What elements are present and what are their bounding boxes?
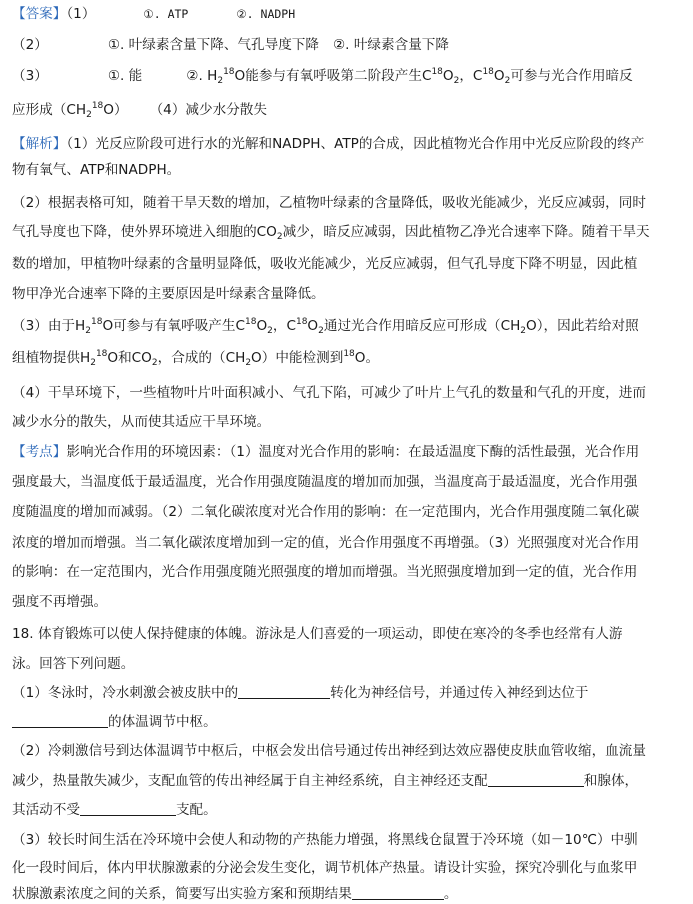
- q18-sub2-line-3: [12, 800, 687, 820]
- analysis-text: 组植物提供H: [12, 350, 91, 366]
- answer-blank-autonomic[interactable]: [488, 772, 584, 787]
- kaodian-text: 强度不再增强。: [12, 594, 108, 610]
- subscript: 2: [276, 232, 283, 242]
- superscript: 18: [431, 67, 443, 77]
- question-text: 支配。: [175, 802, 217, 818]
- q18-sub2-line-1: [12, 741, 687, 761]
- subscript: 2: [318, 326, 324, 336]
- kaodian-text: 度随温度的增加而减弱。（2）二氧化碳浓度对光合作用的影响：在一定范围内，光合作用强度随二氧化碳: [12, 504, 640, 520]
- analysis-tag: 【解析】: [12, 136, 67, 152]
- subscript: 2: [453, 76, 460, 86]
- kaodian-text: 影响光合作用的环境因素：（1）温度对光合作用的影响：在最适温度下酶的活性最强，光合作用: [66, 444, 640, 460]
- analysis-text: （2）根据表格可知，随着干旱天数的增加，乙植物叶绿素的含量降低，吸收光能减少，光反应减弱，同时: [12, 195, 646, 211]
- superscript: 18: [343, 349, 355, 359]
- analysis-text: 物有氧气、ATP和NADPH。: [12, 162, 181, 178]
- question-stem: 泳。回答下列问题。: [12, 656, 135, 672]
- answer-3-b-text: O: [442, 68, 454, 84]
- answer-line-3: [12, 66, 687, 86]
- answer-tag: 【答案】: [12, 6, 67, 22]
- answer-blank-receptor[interactable]: [238, 684, 330, 699]
- answer-2-num: （2）: [12, 37, 48, 53]
- kaodian-line-6: [12, 592, 687, 612]
- analysis-line-5: [12, 254, 687, 274]
- subscript: 2: [151, 358, 158, 368]
- analysis-text: O和CO: [107, 350, 152, 366]
- superscript: 18: [95, 349, 108, 359]
- analysis-line-6: [12, 284, 687, 304]
- answer-1-b: ②. NADPH: [236, 7, 296, 21]
- q18-sub1-line-2: [12, 712, 687, 732]
- question-text: 化一段时间后，体内甲状腺激素的分泌会发生变化，调节机体产热量。请设计实验，探究冷驯化与血浆甲: [12, 860, 638, 876]
- question-text: 的体温调节中枢。: [108, 714, 217, 730]
- q18-sub3-line-2: [12, 858, 687, 878]
- analysis-line-1: [12, 134, 687, 154]
- answer-3-a: ①. 能: [107, 68, 143, 84]
- analysis-line-10: [12, 412, 687, 432]
- analysis-text: ，合成的（CH: [157, 350, 246, 366]
- subscript: 2: [86, 110, 92, 120]
- analysis-line-9: [12, 383, 687, 403]
- kaodian-tag: 【考点】: [12, 444, 67, 460]
- analysis-line-4: [12, 222, 687, 242]
- analysis-text: （4）干旱环境下，一些植物叶片叶面积减小、气孔下陷，可减少了叶片上气孔的数量和气孔的开度，进而: [12, 385, 646, 401]
- question-text: 其活动不受: [12, 802, 80, 818]
- answer-3-b-text: ，C: [459, 68, 483, 84]
- subscript: 2: [90, 358, 96, 368]
- analysis-line-3: [12, 193, 687, 213]
- analysis-line-8: [12, 348, 687, 368]
- question-text: 减少，热量散失减少，支配血管的传出神经属于自主神经系统，自主神经还支配: [12, 773, 488, 789]
- analysis-text: O可参与有氧呼吸产生C: [102, 318, 245, 334]
- answer-3-cont: O）: [103, 102, 128, 118]
- analysis-text: O）中能检测到: [251, 350, 344, 366]
- subscript: 2: [520, 326, 527, 336]
- analysis-text: 气孔导度也下降，使外界环境进入细胞的CO: [12, 224, 277, 240]
- answer-3-b-text: O能参与有氧呼吸第二阶段产生C: [234, 68, 432, 84]
- kaodian-text: 强度最大，当温度低于最适温度，光合作用强度随温度的增加而加强，当温度高于最适温度，光合作用强: [12, 474, 638, 490]
- superscript: 18: [244, 317, 257, 327]
- q18-stem-2: [12, 654, 687, 674]
- answer-blank-experiment[interactable]: [352, 885, 444, 900]
- kaodian-line-2: [12, 472, 687, 492]
- subscript: 2: [217, 76, 224, 86]
- kaodian-line-5: [12, 562, 687, 582]
- q18-stem-1: [12, 624, 687, 644]
- question-stem: 18. 体育锻炼可以使人保持健康的体魄。游泳是人们喜爱的一项运动，即使在寒冷的冬季也经常有人游: [12, 626, 623, 642]
- answer-line-2: [12, 35, 687, 55]
- answer-2-a: ①. 叶绿素含量下降、气孔导度下降: [107, 37, 319, 53]
- question-text: 转化为神经信号，并通过传入神经到达位于: [330, 685, 589, 701]
- question-text: （3）较长时间生活在冷环境中会使人和动物的产热能力增强，将黑线仓鼠置于冷环境（如－10℃）中驯: [12, 832, 638, 848]
- question-text: （1）冬泳时，冷水刺激会被皮肤中的: [12, 685, 239, 701]
- answer-3-b-text: 可参与光合作用暗反: [510, 68, 633, 84]
- analysis-text: 减少，暗反应减弱，因此植物乙净光合速率下降。随着干旱天: [282, 224, 650, 240]
- analysis-text: （3）由于H: [12, 318, 86, 334]
- answer-3-b-text: ②. H: [186, 68, 218, 84]
- subscript: 2: [504, 76, 511, 86]
- superscript: 18: [90, 317, 103, 327]
- superscript: 18: [91, 101, 104, 111]
- question-text: 状腺激素浓度之间的关系，简要写出实验方案和预期结果: [12, 886, 352, 902]
- answer-3-cont: 应形成（CH: [12, 102, 87, 118]
- answer-1-a: ①. ATP: [143, 7, 189, 21]
- superscript: 18: [482, 67, 494, 77]
- q18-sub3-line-3: [12, 884, 687, 904]
- superscript: 18: [223, 67, 235, 77]
- analysis-text: 通过光合作用暗反应可形成（CH: [323, 318, 521, 334]
- analysis-line-2: [12, 160, 687, 180]
- answer-3-b-text: O: [493, 68, 505, 84]
- kaodian-text: 的影响：在一定范围内，光合作用强度随光照强度的增加而增强。当光照强度增加到一定的值，光合作用: [12, 564, 638, 580]
- analysis-text: 减少水分的散失，从而使其适应干旱环境。: [12, 414, 271, 430]
- q18-sub3-line-1: [12, 830, 687, 850]
- analysis-text: O），因此若给对照: [526, 318, 639, 334]
- analysis-text: ，C: [272, 318, 296, 334]
- answer-line-4: [12, 100, 687, 120]
- kaodian-text: 浓度的增加而增强。当二氧化碳浓度增加到一定的值，光合作用强度不再增强。（3）光照强度对光合作用: [12, 535, 640, 551]
- analysis-text: 数的增加，甲植物叶绿素的含量明显降低，吸收光能减少，光反应减弱，但气孔导度下降不明显，因此植: [12, 256, 638, 272]
- answer-line-1: [12, 4, 687, 24]
- subscript: 2: [267, 326, 273, 336]
- answer-4: （4）减少水分散失: [149, 102, 267, 118]
- kaodian-line-1: [12, 442, 687, 462]
- analysis-text: O: [307, 318, 319, 334]
- kaodian-line-4: [12, 533, 687, 553]
- answer-1-num: （1）: [66, 6, 96, 22]
- answer-blank-control[interactable]: [80, 801, 176, 816]
- question-text: （2）冷刺激信号到达体温调节中枢后，中枢会发出信号通过传出神经到达效应器使皮肤血管收缩，血流量: [12, 743, 646, 759]
- answer-3-num: （3）: [12, 68, 48, 84]
- analysis-text: （1）光反应阶段可进行水的光解和NADPH、ATP的合成，因此植物光合作用中光反应阶段的终产: [66, 136, 645, 152]
- analysis-text: O: [256, 318, 268, 334]
- answer-blank-location[interactable]: [12, 713, 108, 728]
- q18-sub2-line-2: [12, 771, 687, 791]
- q18-sub1-line-1: [12, 683, 687, 703]
- answer-2-b: ②. 叶绿素含量下降: [332, 37, 449, 53]
- question-text: 和腺体，: [583, 773, 639, 789]
- question-text: 。: [443, 886, 458, 902]
- analysis-line-7: [12, 316, 687, 336]
- subscript: 2: [245, 358, 252, 368]
- superscript: 18: [295, 317, 308, 327]
- kaodian-line-3: [12, 502, 687, 522]
- analysis-text: 物甲净光合速率下降的主要原因是叶绿素含量降低。: [12, 286, 325, 302]
- subscript: 2: [85, 326, 91, 336]
- analysis-text: O。: [354, 350, 380, 366]
